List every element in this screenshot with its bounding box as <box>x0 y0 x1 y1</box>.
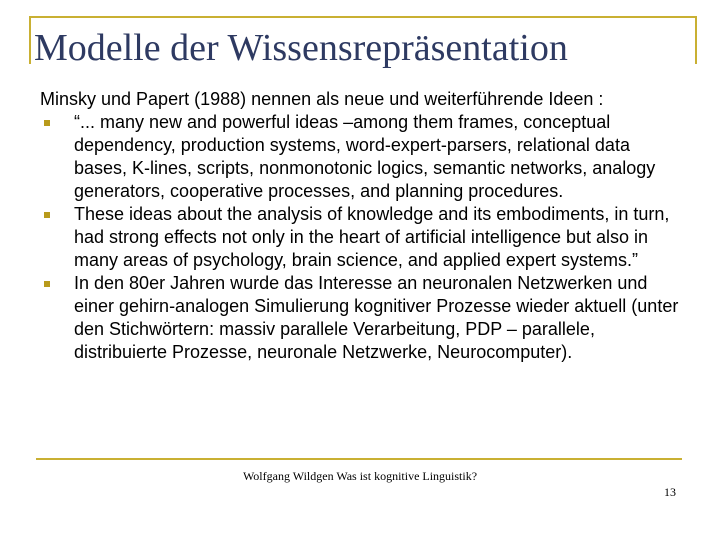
bullet-text: In den 80er Jahren wurde das Interesse an neuronalen Netzwerken und einer gehirn-analogen Simulierung kognitiver Prozesse wieder aktuell (unter den Stichwörtern: massiv parallele Verarbeitung, PDP – parallele, distribuierte Prozesse, neuronale Netzwerke, Neurocomputer). <box>74 273 679 362</box>
bullet-list <box>40 111 680 364</box>
bullet-item <box>40 203 680 272</box>
title-frame-right-rule <box>695 16 697 64</box>
square-bullet-icon <box>44 120 50 126</box>
bullet-item <box>40 272 680 364</box>
square-bullet-icon <box>44 212 50 218</box>
footer-rule <box>36 458 682 460</box>
bullet-text: These ideas about the analysis of knowledge and its embodiments, in turn, had strong effects not only in the heart of artificial intelligence but also in many areas of psychology, brain science, and applied expert systems.” <box>74 204 670 270</box>
title-frame-top-rule <box>29 16 697 18</box>
slide-number: 13 <box>664 485 676 499</box>
title-frame-left-rule <box>29 16 31 64</box>
square-bullet-icon <box>44 281 50 287</box>
footer-author-title: Wolfgang Wildgen Was ist kognitive Linguistik? <box>242 469 478 483</box>
intro-text: Minsky und Papert (1988) nennen als neue und weiterführende Ideen : <box>40 89 604 109</box>
bullet-item <box>40 111 680 203</box>
slide-content <box>40 88 680 364</box>
slide-title: Modelle der Wissensrepräsentation <box>34 27 568 69</box>
bullet-text: “... many new and powerful ideas –among them frames, conceptual dependency, production systems, word-expert-parsers, relational data bases, K-lines, scripts, nonmonotonic logics, semantic networks, analogy generators, cooperative processes, and planning procedures. <box>74 112 656 201</box>
